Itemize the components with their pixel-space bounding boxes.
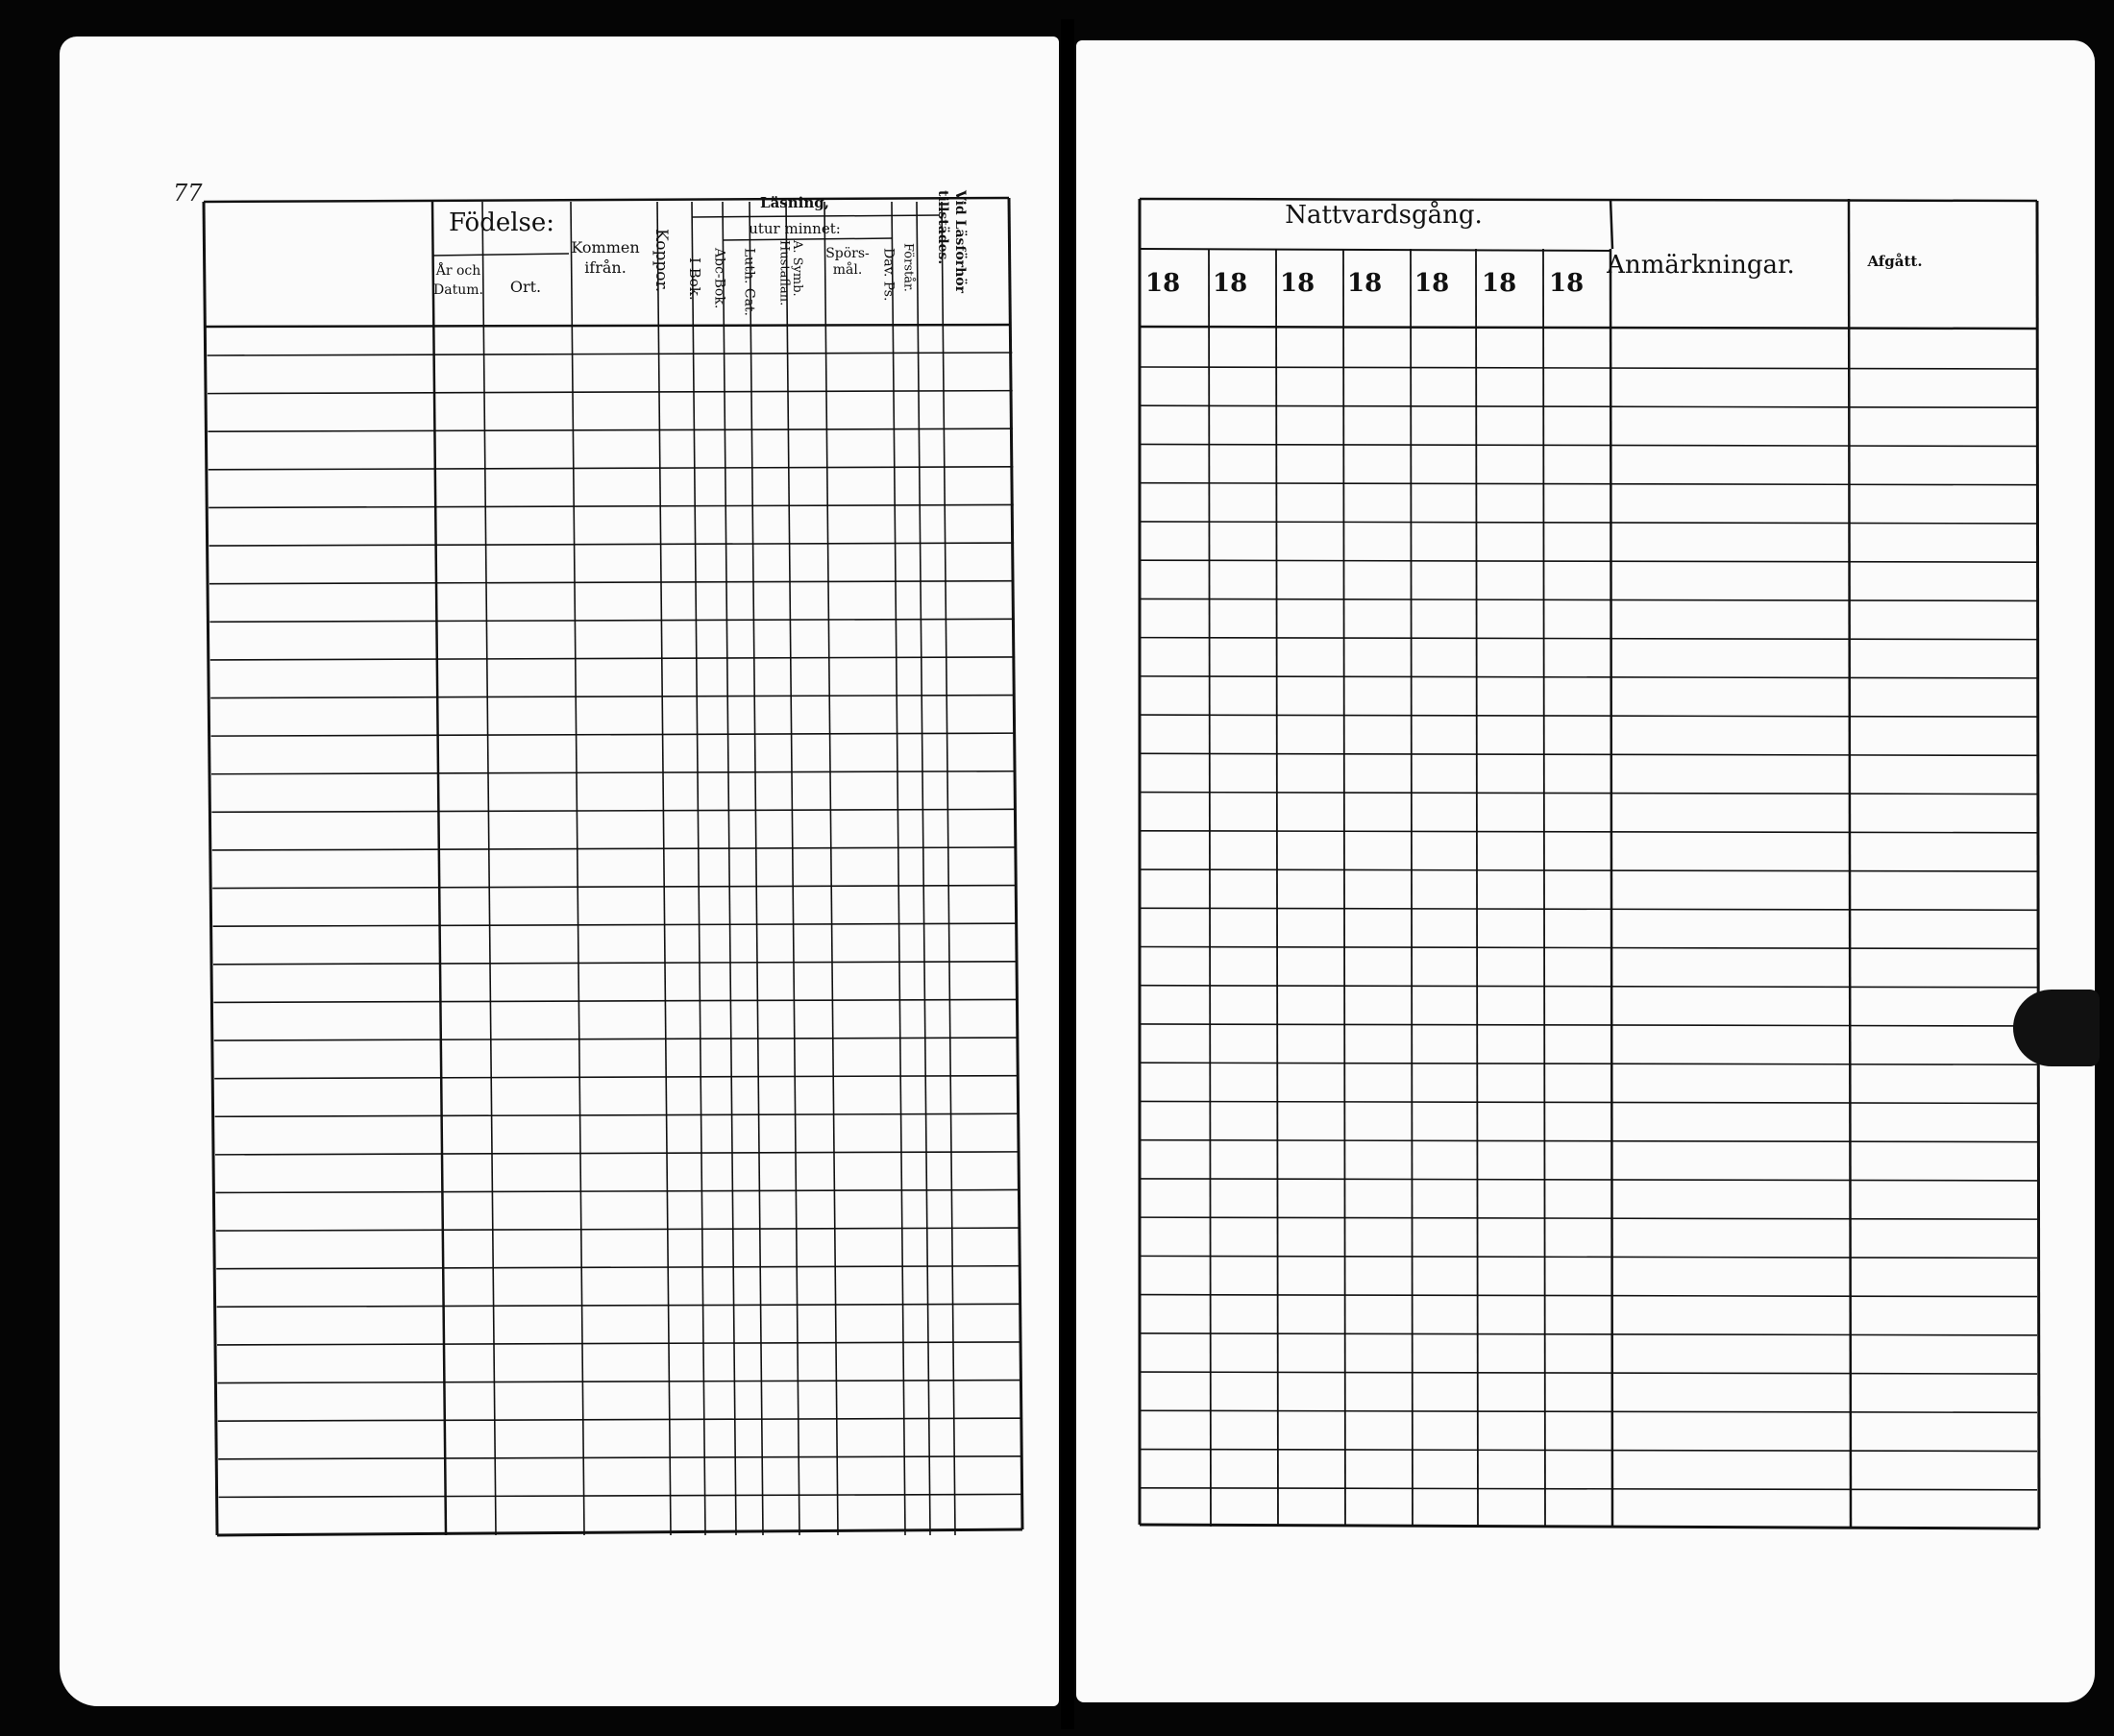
right-row-rule [1140,986,2037,988]
left-row-rule [217,1304,1020,1307]
left-column-rule [432,202,446,1535]
header-utur-minnet: utur minnet: [749,220,841,237]
right-row-rule [1140,405,2037,407]
header-sporsmal: Spörs-mål. [825,246,870,278]
right-row-rule [1140,1179,2037,1181]
right-column-rule [1209,249,1211,1527]
left-row-rule [213,962,1018,965]
left-row-rule [217,1342,1020,1345]
left-column-rule [942,202,955,1535]
left-row-rule [216,1266,1020,1269]
left-row-rule [209,619,1014,622]
left-header-lasning-rule [692,215,940,217]
header-vid-lasforhor-tillstades: Vid Läsförhör tillstädes. [934,190,968,294]
left-row-rule [215,1113,1020,1116]
left-column-rule [892,202,905,1535]
header-anmarkningar: Anmärkningar. [1607,251,1795,280]
right-row-rule [1140,947,2037,949]
right-row-rule [1140,831,2037,833]
left-row-rule [210,696,1015,698]
header-dav-ps: Dav. Ps. [880,248,897,302]
left-column-rule [750,202,763,1535]
right-header-bottom-rule [1140,327,2037,329]
right-column-rule [1849,199,1851,1527]
left-row-rule [209,504,1014,507]
year-label-2: 18 [1213,269,1248,298]
right-frame-right [2037,201,2039,1528]
right-row-rule [1140,908,2037,910]
right-row-rule [1140,1024,2037,1026]
right-column-rule [1343,249,1345,1527]
right-header-nattvard-rule [1140,249,1610,251]
right-page [1076,40,2095,1702]
header-nattvardsgang: Nattvardsgång. [1285,201,1483,230]
left-row-rule [214,1038,1019,1040]
right-row-rule [1140,793,2037,795]
right-row-rule [1140,1101,2037,1103]
left-column-rule [723,202,736,1535]
left-row-rule [219,1494,1022,1497]
right-row-rule [1140,483,2037,485]
right-frame-top [1140,199,2037,201]
header-a-symb-hustaflan: A. Symb. Hustaflan. [776,240,804,306]
left-row-rule [216,1228,1020,1231]
right-row-rule [1140,1295,2037,1297]
right-row-rule [1140,753,2037,755]
left-row-rule [212,847,1017,850]
year-label-1: 18 [1145,269,1181,298]
right-row-rule [1140,1410,2037,1412]
right-column-rule [1610,199,1612,249]
header-ar-och-datum: År och Datum. [433,263,483,298]
year-label-4: 18 [1347,269,1383,298]
header-luth-cat: Luth. Cat. [741,248,757,316]
left-column-rule [657,202,671,1535]
right-row-rule [1140,444,2037,446]
right-row-rule [1140,1450,2037,1452]
right-row-rule [1140,1063,2037,1064]
right-row-rule [1140,1217,2037,1219]
left-row-rule [211,733,1016,736]
header-koppor: Koppor. [651,229,671,293]
header-lasning: Läsning, [760,194,829,211]
right-row-rule [1140,638,2037,640]
right-row-rule [1140,560,2037,562]
header-afgatt: Afgått. [1867,253,1923,270]
right-row-rule [1140,1256,2037,1258]
left-row-rule [208,428,1013,431]
left-column-rule [824,202,838,1535]
left-header-utur-rule [723,238,892,240]
right-frame-bottom [1140,1525,2039,1528]
left-header-fodelse-rule [432,254,569,256]
header-abc-bok: Abc-Bok. [711,248,727,309]
left-column-rule [917,202,930,1535]
year-label-3: 18 [1280,269,1315,298]
left-row-rule [210,657,1015,660]
right-row-rule [1140,1140,2037,1142]
right-row-rule [1140,1333,2037,1335]
right-row-rule [1140,676,2037,678]
left-row-rule [214,1076,1019,1079]
header-fodelse: Födelse: [448,208,555,237]
left-row-rule [215,1152,1020,1155]
header-forstar: Förstår. [900,243,916,292]
left-frame-right [1009,198,1022,1529]
left-row-rule [215,1189,1020,1192]
page-corner-mark: 77 [173,180,203,207]
left-row-rule [209,581,1014,584]
left-row-rule [218,1456,1021,1459]
right-row-rule [1140,367,2037,369]
left-row-rule [211,809,1016,812]
right-row-rule [1140,522,2037,524]
binder-clip-right [2013,990,2100,1066]
right-row-rule [1140,599,2037,600]
left-column-rule [571,202,584,1535]
header-i-bok: I Bok. [685,257,703,301]
left-frame-bottom [217,1529,1022,1535]
right-row-rule [1140,715,2037,717]
year-label-7: 18 [1549,269,1585,298]
left-row-rule [208,353,1013,355]
left-column-rule [692,202,705,1535]
left-page [60,37,1059,1706]
year-label-6: 18 [1482,269,1517,298]
right-column-rule [1276,249,1278,1527]
right-column-rule [1411,249,1413,1527]
header-ort: Ort. [509,278,542,296]
right-row-rule [1140,1372,2037,1374]
right-row-rule [1140,1488,2037,1490]
header-kommen-ifran: Kommen ifrån. [571,238,640,277]
right-column-rule [1476,249,1478,1527]
left-row-rule [213,923,1018,926]
book-spine [1061,19,1074,1729]
right-row-rule [1140,869,2037,871]
left-row-rule [211,771,1016,774]
left-row-rule [208,391,1013,394]
left-row-rule [218,1418,1021,1421]
left-row-rule [209,467,1014,470]
left-row-rule [213,999,1018,1002]
left-row-rule [212,886,1017,889]
left-frame-left [204,202,217,1535]
left-column-rule [482,202,496,1535]
left-row-rule [217,1381,1020,1383]
left-column-rule [786,202,799,1535]
year-label-5: 18 [1414,269,1450,298]
left-row-rule [209,543,1014,546]
